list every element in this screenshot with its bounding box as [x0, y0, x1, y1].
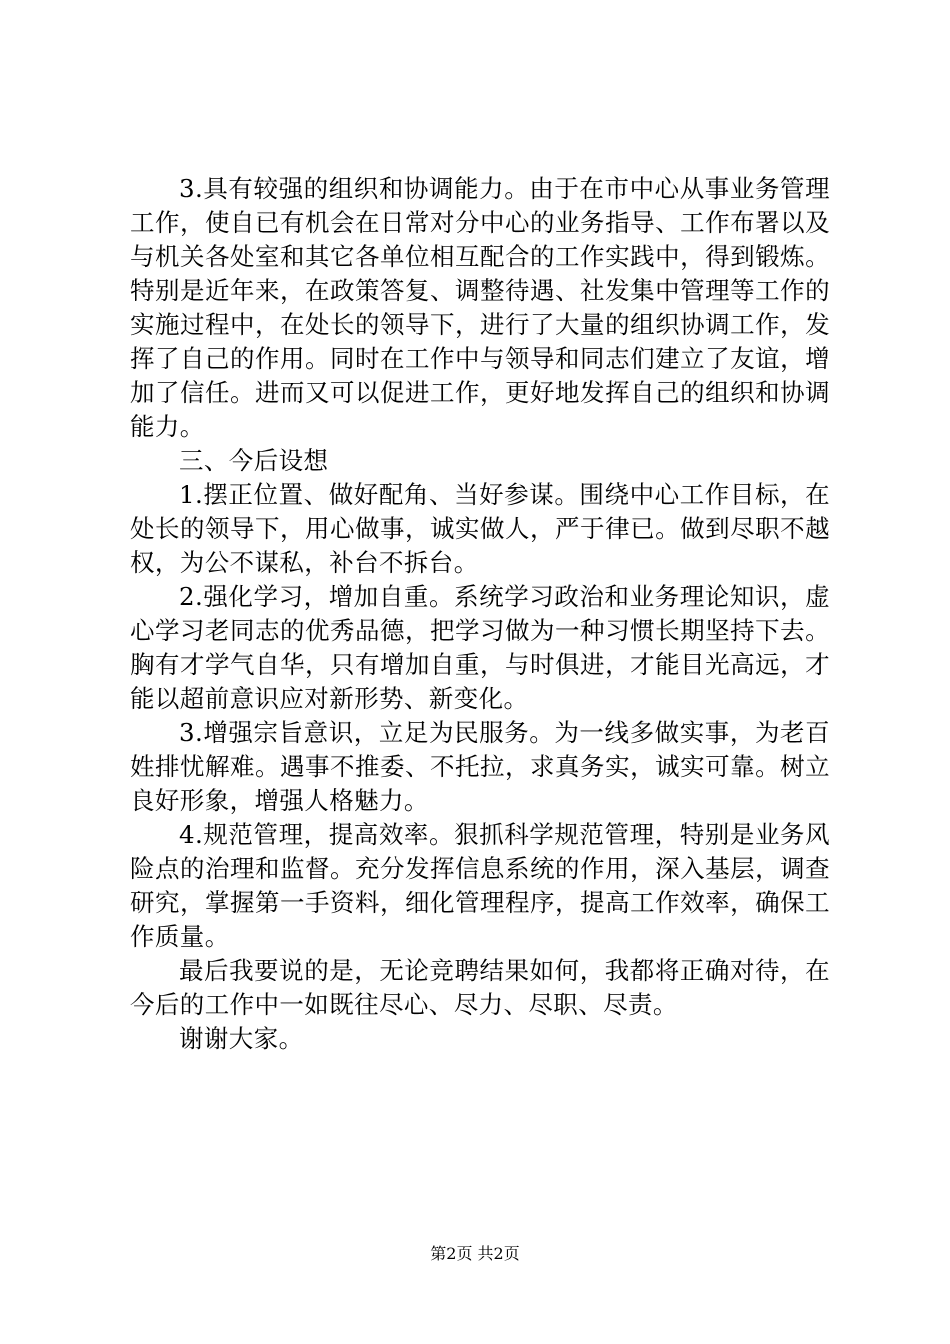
paragraph-plan-4: 4.规范管理，提高效率。狠抓科学规范管理，特别是业务风险点的治理和监督。充分发挥信息系统的作用，深入基层，调查研究，掌握第一手资料，细化管理程序，提高工作效率，确保工作质量。 [130, 820, 830, 951]
paragraph-plan-1: 1.摆正位置、做好配角、当好参谋。围绕中心工作目标，在处长的领导下，用心做事，诚实做人，严于律已。做到尽职不越权，为公不谋私，补台不拆台。 [130, 480, 830, 577]
page-footer [0, 1244, 950, 1264]
section-heading-future-plans: 三、今后设想 [179, 446, 329, 475]
document-body [130, 172, 830, 1056]
paragraph-plan-3: 3.增强宗旨意识，立足为民服务。为一线多做实事，为老百姓排忧解难。遇事不推委、不托拉，求真务实，诚实可靠。树立良好形象，增强人格魅力。 [130, 718, 830, 815]
paragraph-closing: 最后我要说的是，无论竞聘结果如何，我都将正确对待，在今后的工作中一如既往尽心、尽力、尽职、尽责。 [130, 956, 830, 1019]
paragraph-organizing-ability: 3.具有较强的组织和协调能力。由于在市中心从事业务管理工作，使自已有机会在日常对分中心的业务指导、工作布署以及与机关各处室和其它各单位相互配合的工作实践中，得到锻炼。特别是近年来，在政策答复、调整待遇、社发集中管理等工作的实施过程中，在处长的领导下，进行了大量的组织协调工作，发挥了自己的作用。同时在工作中与领导和同志们建立了友谊，增加了信任。进而又可以促进工作，更好地发挥自己的组织和协调能力。 [130, 174, 830, 441]
page-number-label: 第2页 共2页 [430, 1244, 520, 1263]
paragraph-plan-2: 2.强化学习，增加自重。系统学习政治和业务理论知识，虚心学习老同志的优秀品德，把学习做为一种习惯长期坚持下去。胸有才学气自华，只有增加自重，与时俱进，才能目光高远，才能以超前意识应对新形势、新变化。 [130, 582, 830, 713]
paragraph-thanks: 谢谢大家。 [179, 1024, 304, 1053]
